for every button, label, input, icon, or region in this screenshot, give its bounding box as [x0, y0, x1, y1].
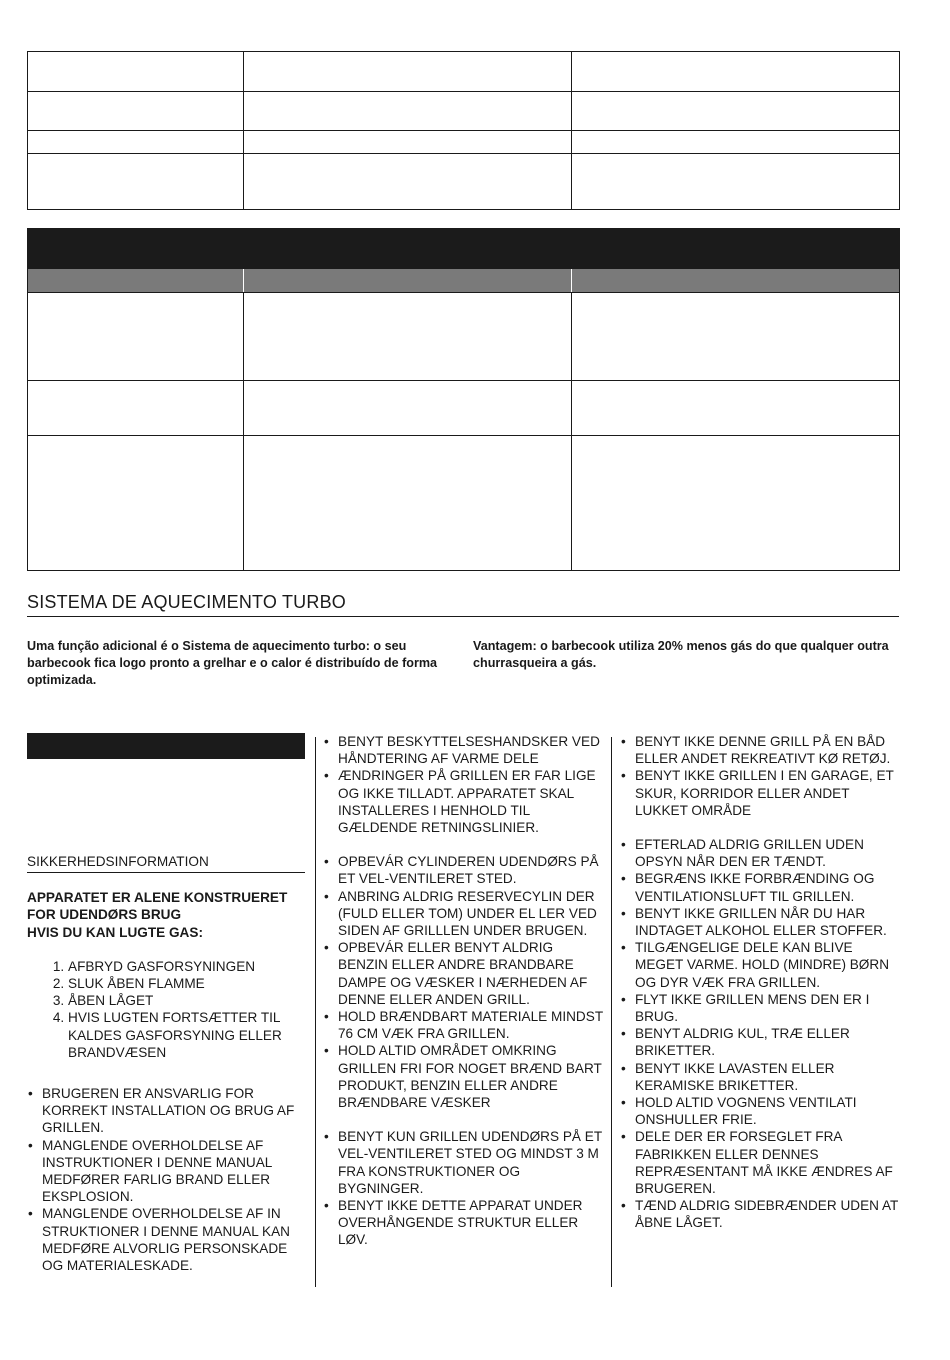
table-row [28, 92, 900, 131]
list-item: • EFTERLAD ALDRIG GRILLEN UDEN OPSYN NÅR DEN ER TÆNDT. [620, 836, 902, 870]
table-cell [28, 154, 244, 210]
list-item: • BENYT IKKE DENNE GRILL PÅ EN BÅD ELLER ANDET REKREATIVT KØ RETØJ. [620, 733, 902, 767]
table-cell [572, 381, 900, 436]
table-cell [572, 293, 900, 381]
table-header-cell [28, 229, 900, 269]
intro-right-paragraph: Vantagem: o barbecook utiliza 20% menos gás do que qualquer outra churrasqueira a gás. [473, 639, 889, 670]
list-item: • TÆND ALDRIG SIDEBRÆNDER UDEN AT ÅBNE LÅGET. [620, 1197, 902, 1231]
table-cell [244, 381, 572, 436]
list-item: • FLYT IKKE GRILLEN MENS DEN ER I BRUG. [620, 991, 902, 1025]
list-item: • BENYT IKKE DETTE APPARAT UNDER OVERHÅNGENDE STRUKTUR ELLER LØV. [323, 1197, 605, 1249]
table-row [28, 293, 900, 381]
troubleshooting-table [27, 228, 900, 571]
table-cell [572, 436, 900, 571]
black-header-bar [27, 733, 305, 759]
warning-line: APPARATET ER ALENE KONSTRUERET [27, 890, 288, 906]
intro-left-paragraph: Uma função adicional é o Sistema de aquecimento turbo: o seu barbecook fica logo pronto a grelhar e o calor é distribuído de forma optimizada. [27, 639, 438, 687]
list-item: • BENYT BESKYTTELSESHANDSKER VED HÅNDTERING AF VARME DELE [323, 733, 605, 767]
list-item: • HOLD BRÆNDBART MATERIALE MINDST 76 CM VÆK FRA GRILLEN. [323, 1008, 605, 1042]
table-cell [572, 52, 900, 92]
list-item: • MANGLENDE OVERHOLDELSE AF INSTRUKTIONER I DENNE MANUAL MEDFØRER FARLIG BRAND ELLER EKSPLOSION. [27, 1137, 305, 1206]
table-row [28, 436, 900, 571]
column-divider [315, 737, 316, 1287]
list-item: • DELE DER ER FORSEGLET FRA FABRIKKEN ELLER DENNES REPRÆSENTANT MÅ IKKE ÆNDRES AF BRUGEREN. [620, 1128, 902, 1197]
table-cell [28, 381, 244, 436]
list-item: • BEGRÆNS IKKE FORBRÆNDING OG VENTILATIONSLUFT TIL GRILLEN. [620, 870, 902, 904]
table-row [28, 381, 900, 436]
section-title: SISTEMA DE AQUECIMENTO TURBO [27, 592, 899, 617]
list-item: • BENYT IKKE GRILLEN NÅR DU HAR INDTAGET ALKOHOL ELLER STOFFER. [620, 905, 902, 939]
gas-steps-list [27, 958, 305, 1061]
table-subheader [28, 269, 900, 293]
list-item: • ÆNDRINGER PÅ GRILLEN ER FAR LIGE OG IKKE TILLADT. APPARATET SKAL INSTALLERES I HENHOLD TIL GÆLDENDE RETNINGSLINIER. [323, 767, 605, 836]
safety-column-2 [323, 733, 605, 1249]
gas-warning [27, 889, 305, 941]
responsibility-list [27, 1085, 305, 1274]
bullet-group-a [620, 733, 902, 819]
warning-line: FOR UDENDØRS BRUG [27, 907, 182, 923]
table-cell [244, 154, 572, 210]
table-cell [244, 269, 572, 293]
list-item: • TILGÆNGELIGE DELE KAN BLIVE MEGET VARME. HOLD (MINDRE) BØRN OG DYR VÆK FRA GRILLEN. [620, 939, 902, 991]
top-table [27, 51, 900, 210]
list-item: • BENYT KUN GRILLEN UDENDØRS PÅ ET VEL-VENTILERET STED OG MINDST 3 M FRA KONSTRUKTIONER OG BYGNINGER. [323, 1128, 605, 1197]
step-item: 2. SLUK ÅBEN FLAMME [68, 975, 305, 992]
table-cell [572, 131, 900, 154]
table-cell [572, 154, 900, 210]
safety-column-1 [27, 733, 305, 1274]
table-cell [244, 92, 572, 131]
list-item: • OPBEVÁR ELLER BENYT ALDRIG BENZIN ELLER ANDRE BRANDBARE DAMPE OG VÆSKER I NÆRHEDEN AF DENNE ELLER ANDEN GRILL. [323, 939, 605, 1008]
list-item: • HOLD ALTID VOGNENS VENTILATI ONSHULLER FRIE. [620, 1094, 902, 1128]
bullet-group-c [323, 1128, 605, 1248]
table-cell [244, 52, 572, 92]
table-cell [28, 269, 244, 293]
list-item: • HOLD ALTID OMRÅDET OMKRING GRILLEN FRI FOR NOGET BRÆND BART PRODUKT, BENZIN ELLER ANDRE BRÆNDBARE VÆSKER [323, 1042, 605, 1111]
table-row [28, 131, 900, 154]
table-cell [572, 92, 900, 131]
table-cell [28, 293, 244, 381]
warning-line: HVIS DU KAN LUGTE GAS: [27, 924, 203, 940]
table-cell [28, 436, 244, 571]
list-item: • MANGLENDE OVERHOLDELSE AF IN STRUKTIONER I DENNE MANUAL KAN MEDFØRE ALVORLIG PERSONSKADE OG MATERIALESKADE. [27, 1205, 305, 1274]
bullet-group-b [323, 853, 605, 1111]
step-item: 4. HVIS LUGTEN FORTSÆTTER TIL KALDES GASFORSYNING ELLER BRANDVÆSEN [68, 1009, 305, 1061]
step-item: 3. ÅBEN LÅGET [68, 992, 305, 1009]
table-cell [244, 436, 572, 571]
table-cell [244, 293, 572, 381]
safety-column-3 [620, 733, 902, 1232]
table-cell [244, 131, 572, 154]
safety-subheading: SIKKERHEDSINFORMATION [27, 853, 305, 873]
table-cell [28, 131, 244, 154]
bullet-group-a [323, 733, 605, 836]
table-cell [572, 269, 900, 293]
list-item: • OPBEVÁR CYLINDEREN UDENDØRS PÅ ET VEL-VENTILERET STED. [323, 853, 605, 887]
step-item: 1. AFBRYD GASFORSYNINGEN [68, 958, 305, 975]
table-cell [28, 92, 244, 131]
list-item: • ANBRING ALDRIG RESERVECYLIN DER (FULD ELLER TOM) UNDER EL LER VED SIDEN AF GRILLLEN UNDER BRUGEN. [323, 888, 605, 940]
list-item: • BENYT IKKE GRILLEN I EN GARAGE, ET SKUR, KORRIDOR ELLER ANDET LUKKET OMRÅDE [620, 767, 902, 819]
list-item: • BRUGEREN ER ANSVARLIG FOR KORREKT INSTALLATION OG BRUG AF GRILLEN. [27, 1085, 305, 1137]
list-item: • BENYT IKKE LAVASTEN ELLER KERAMISKE BRIKETTER. [620, 1060, 902, 1094]
list-item: • BENYT ALDRIG KUL, TRÆ ELLER BRIKETTER. [620, 1025, 902, 1059]
table-header-bar [28, 229, 900, 269]
column-divider [611, 737, 612, 1287]
bullet-group-b [620, 836, 902, 1232]
table-row [28, 52, 900, 92]
table-row [28, 154, 900, 210]
table-cell [28, 52, 244, 92]
